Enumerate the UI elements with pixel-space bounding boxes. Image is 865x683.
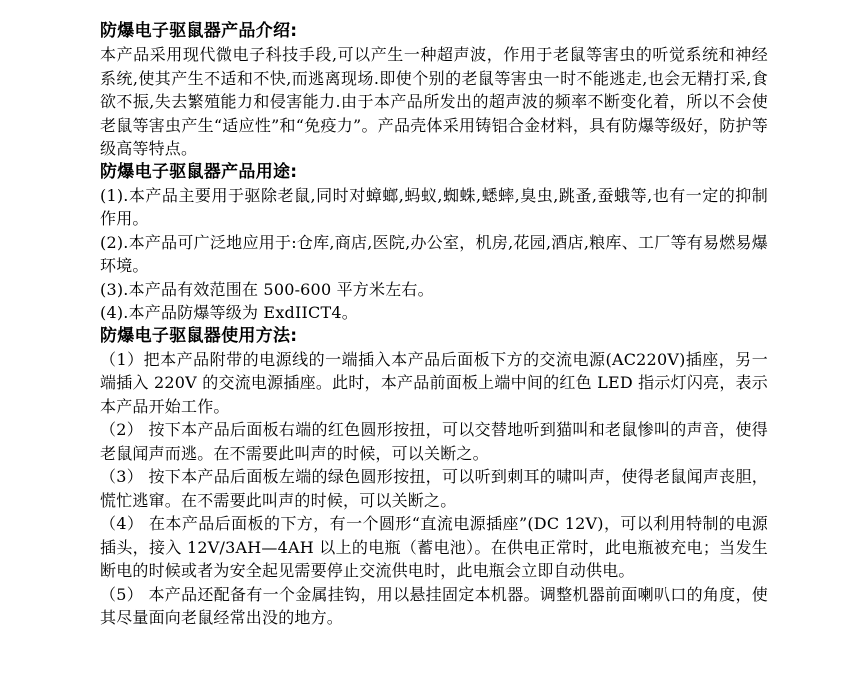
section-heading-usage-method: 防爆电子驱鼠器使用方法: [100, 325, 298, 346]
section-heading-introduction: 防爆电子驱鼠器产品介绍: [100, 21, 298, 41]
usage-step-5: （5） 本产品还配备有一个金属挂钩，用以悬挂固定本机器。调整机器前面喇叭口的角度，使其尽量面向老鼠经常出没的地方。 [100, 584, 768, 627]
section-uses [100, 161, 768, 325]
uses-item-3: (3).本产品有效范围在 500-600 平方米左右。 [100, 279, 434, 299]
usage-step-2: （2） 按下本产品后面板右端的红色圆形按扭，可以交替地听到猫叫和老鼠惨叫的声音，使得老鼠闻声而逃。在不需要此叫声的时候，可以关断之。 [100, 420, 768, 463]
section-introduction [100, 20, 768, 161]
section-usage-method [100, 325, 768, 630]
usage-step-4: （4） 在本产品后面板的下方，有一个圆形“直流电源插座”(DC 12V)，可以利用特制的电源插头，接入 12V/3AH—4AH 以上的电瓶（蓄电池）。在供电正常时，此电瓶被充电；当发生断电的时候或者为安全起见需要停止交流供电时，此电瓶会立即自动供电。 [100, 514, 768, 580]
usage-step-1: （1）把本产品附带的电源线的一端插入本产品后面板下方的交流电源(AC220V)插座，另一端插入 220V 的交流电源插座。此时，本产品前面板上端中间的红色 LED 指示灯闪亮，表示本产品开始工作。 [100, 349, 768, 416]
document-page [100, 20, 768, 630]
section-heading-uses: 防爆电子驱鼠器产品用途: [100, 161, 298, 182]
introduction-paragraph: 本产品采用现代微电子科技手段,可以产生一种超声波，作用于老鼠等害虫的听觉系统和神经系统,使其产生不适和不快,而逃离现场.即使个别的老鼠等害虫一时不能逃走,也会无精打采,食欲不振,失去繁殖能力和侵害能力.由于本产品所发出的超声波的频率不断变化着，所以不会使老鼠等害虫产生“适应性”和“免疫力”。产品壳体采用铸铝合金材料，具有防爆等级好，防护等级高等特点。 [100, 45, 768, 158]
uses-item-1: (1).本产品主要用于驱除老鼠,同时对蟑螂,蚂蚁,蜘蛛,蟋蟀,臭虫,跳蚤,蚕蛾等,也有一定的抑制作用。 [100, 185, 768, 228]
uses-item-4: (4).本产品防爆等级为 ExdIICT4。 [100, 303, 358, 322]
uses-item-2: (2).本产品可广泛地应用于:仓库,商店,医院,办公室，机房,花园,酒店,粮库、工厂等有易燃易爆环境。 [100, 232, 768, 275]
usage-step-3: （3） 按下本产品后面板左端的绿色圆形按扭，可以听到刺耳的啸叫声，使得老鼠闻声丧胆，慌忙逃窜。在不需要此叫声的时候，可以关断之。 [100, 467, 768, 510]
